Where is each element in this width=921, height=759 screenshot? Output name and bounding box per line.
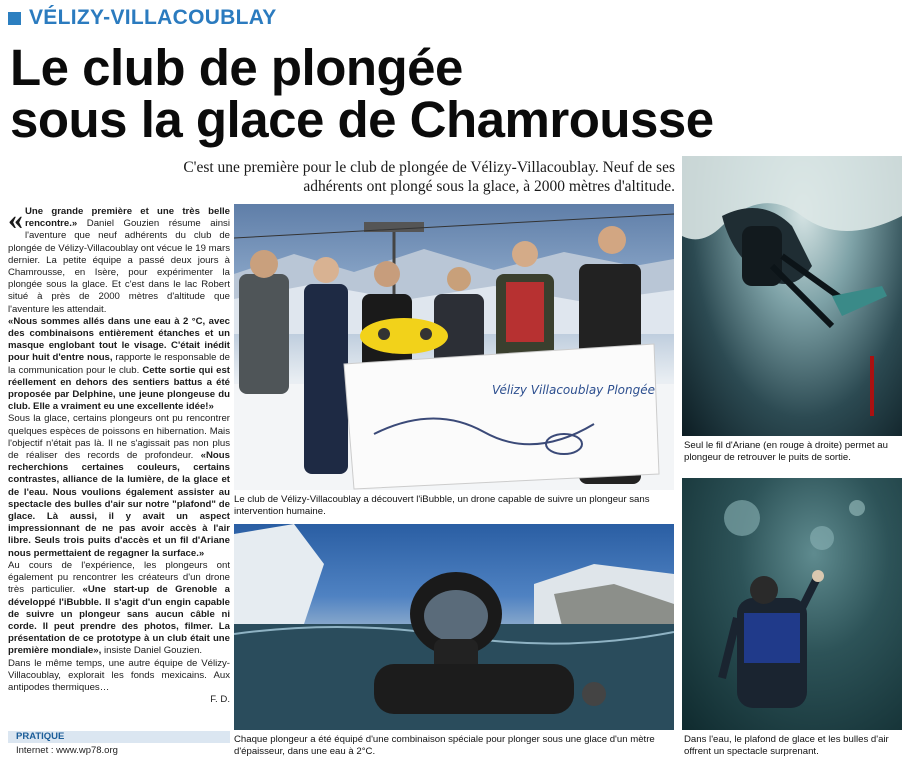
headline-line-1: Le club de plongée [10,39,463,96]
article-paragraph: Dans le même temps, une autre équipe de Vélizy-Villacoublay, explorait les fonds mexicains. Aux antipodes thermiques… [8,657,230,693]
photo-diver-surface-illustration [234,524,674,730]
banner-text: Vélizy Villacoublay Plongée [492,383,656,397]
photo-under-ice [682,156,902,436]
article-paragraph: « Une grande première et une très belle rencontre.» Daniel Gouzien résume ainsi l'aventure que neuf adhérents du club de plongée de Vélizy-Villacoublay ont vécue le 19 mars dernier. La petite équipe a passé deux jours à Chamrousse, en Isère, pour expérimenter la plongée sous la glace. Et c'est dans le lac Robert situé à près de 2000 mètres d'altitude que l'aventure les attendait. [8,206,230,315]
photo-diver-water-illustration [682,478,902,730]
photo-caption: Le club de Vélizy-Villacoublay a découvert l'iBubble, un drone capable de suivre un plongeur sans intervention humaine. [234,494,650,517]
photo-diver-water [682,478,902,730]
kicker-square-icon [8,12,21,25]
photo-caption: Chaque plongeur a été équipé d'une combinaison spéciale pour plonger sous une glace d'un mètre d'épaisseur, dans une eau à 2°C. [234,734,655,757]
headline [10,39,770,148]
article-body [8,206,230,730]
photo-caption: Seul le fil d'Ariane (en rouge à droite) permet au plongeur de retrouver le puits de sortie. [684,440,888,463]
photo-diver-surface [234,524,674,730]
kicker-label: VÉLIZY-VILLACOUBLAY [29,6,277,29]
photo-group-banner [234,204,674,490]
article-paragraph: Sous la glace, certains plongeurs ont pu rencontrer quelques espèces de poissons en hibernation. Mais l'objectif n'était pas là. Il ne s'agissait pas non plus de réaliser des records de profondeur. «Nous recherchions certaines couleurs, certains contrastes, alliance de la lumière, de la glace et de l'eau. Nous voulions également assister au spectacle des bulles d'air sur notre "plafond" de glace. Là aussi, il y avait un aspect impressionnant de ne pas avoir accès à l'air libre. Seuls trois puits d'accès et un fil d'Ariane nous permettaient de regagner la surface.» [8,413,230,559]
lead-paragraph: C'est une première pour le club de plongée de Vélizy-Villacoublay. Neuf de ses adhérents ont plongé sous la glace, à 2000 mètres d'altitude. [183,159,675,195]
photo-group-illustration [234,204,674,490]
headline-line-2: sous la glace de Chamrousse [10,91,714,148]
practical-info-bar [8,731,230,743]
author-signature: F. D. [210,694,230,706]
article-paragraph: «Nous sommes allés dans une eau à 2 °C, avec des combinaisons entièrement étanches et un masque englobant tout le visage. C'était inédit pour huit d'entre nous, rapporte le responsable de la communication pour le club. Cette sortie qui est réellement en dehors des sentiers battus a été proposée par Delphine, une jeune plongeuse du club. Elle a vraiment eu une excellente idée!» [8,315,230,413]
drop-quote-mark: « [8,206,23,236]
practical-info-website: Internet : www.wp78.org [16,745,118,756]
photo-under-ice-illustration [682,156,902,436]
photo-caption: Dans l'eau, le plafond de glace et les bulles d'air offrent un spectacle surprenant. [684,734,889,757]
section-kicker [8,6,277,30]
article-paragraph: Au cours de l'expérience, les plongeurs ont également pu rencontrer les créateurs d'un drone très particulier. «Une start-up de Grenoble a développé l'iBubble. Il s'agit d'un engin capable de suivre un plongeur sans aucun câble ni corde. Il peut prendre des photos, filmer. La présentation de ce prototype à un club était une première mondiale», insiste Daniel Gouzien. [8,559,230,657]
practical-info-label: PRATIQUE [16,731,65,742]
